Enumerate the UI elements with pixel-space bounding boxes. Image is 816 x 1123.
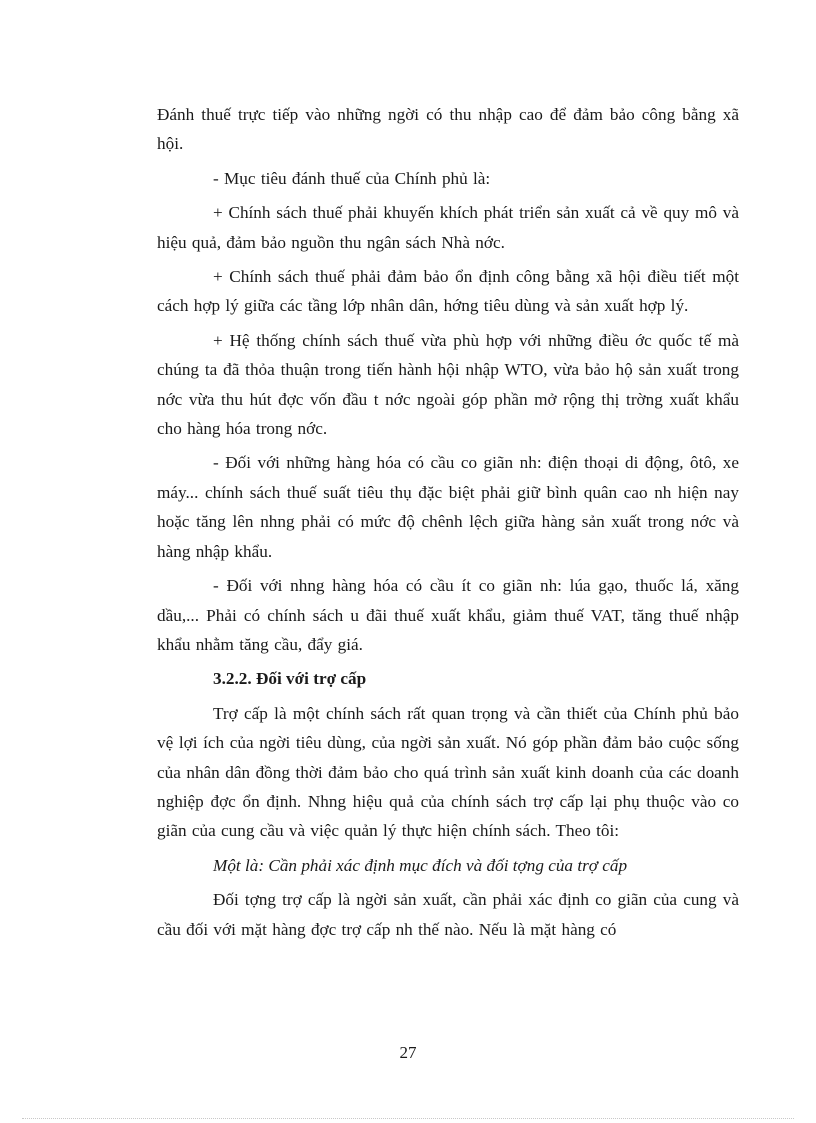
page-number: 27 [399, 1043, 417, 1062]
paragraph-4: + Chính sách thuế phải đảm bảo ổn định công bằng xã hội điều tiết một cách hợp lý giữa các tầng lớp nhân dân, hớng tiêu dùng và sản xuất hợp lý. [157, 267, 739, 316]
section-heading: 3.2.2. Đối với trợ cấp [213, 669, 367, 689]
paragraph-1: Đánh thuế trực tiếp vào những ngời có thu nhập cao để đảm bảo công bằng xã hội. [157, 105, 739, 154]
paragraph-7: - Đối với nhng hàng hóa có cầu ít co giãn nh: lúa gạo, thuốc lá, xăng dầu,... Phải có chính sách u đãi thuế xuất khẩu, giảm thuế VAT, tăng thuế nhập khẩu nhằm tăng cầu, đẩy giá. [157, 576, 739, 654]
footer-divider [22, 1118, 794, 1119]
paragraph-5: + Hệ thống chính sách thuế vừa phù hợp với những điều ớc quốc tế mà chúng ta đã thỏa thuận trong tiến hành hội nhập WTO, vừa bảo hộ sản xuất trong nớc vừa thu hút đợc vốn đầu t nớc ngoài góp phần mở rộng thị trờng xuất khẩu cho hàng hóa trong nớc. [157, 330, 739, 439]
italic-subheading: Một là: Cần phải xác định mục đích và đối tợng của trợ cấp [213, 855, 628, 875]
document-body [157, 100, 739, 949]
paragraph-3: + Chính sách thuế phải khuyến khích phát triển sản xuất cả về quy mô và hiệu quả, đảm bảo nguồn thu ngân sách Nhà nớc. [157, 203, 739, 252]
paragraph-last: Đối tợng trợ cấp là ngời sản xuất, cần phải xác định co giãn của cung và cầu đối với mặt hàng đợc trợ cấp nh thế nào. Nếu là mặt hàng có [157, 890, 739, 939]
paragraph-6: - Đối với những hàng hóa có cầu co giãn nh: điện thoại di động, ôtô, xe máy... chính sách thuế suất tiêu thụ đặc biệt phải giữ bình quân cao nh hiện nay hoặc tăng lên nhng phải có mức độ chênh lệch giữa hàng sản xuất trong nớc và hàng nhập khẩu. [157, 453, 739, 561]
paragraph-2: - Mục tiêu đánh thuế của Chính phủ là: [213, 168, 491, 188]
paragraph-subsidy: Trợ cấp là một chính sách rất quan trọng và cần thiết của Chính phủ bảo vệ lợi ích của ngời tiêu dùng, của ngời sản xuất. Nó góp phần đảm bảo cuộc sống của nhân dân đồng thời đảm bảo cho quá trình sản xuất kinh doanh của các doanh nghiệp đợc ổn định. Nhng hiệu quả của chính sách trợ cấp lại phụ thuộc vào co giãn của cung cầu và việc quản lý thực hiện chính sách. Theo tôi: [157, 703, 739, 841]
